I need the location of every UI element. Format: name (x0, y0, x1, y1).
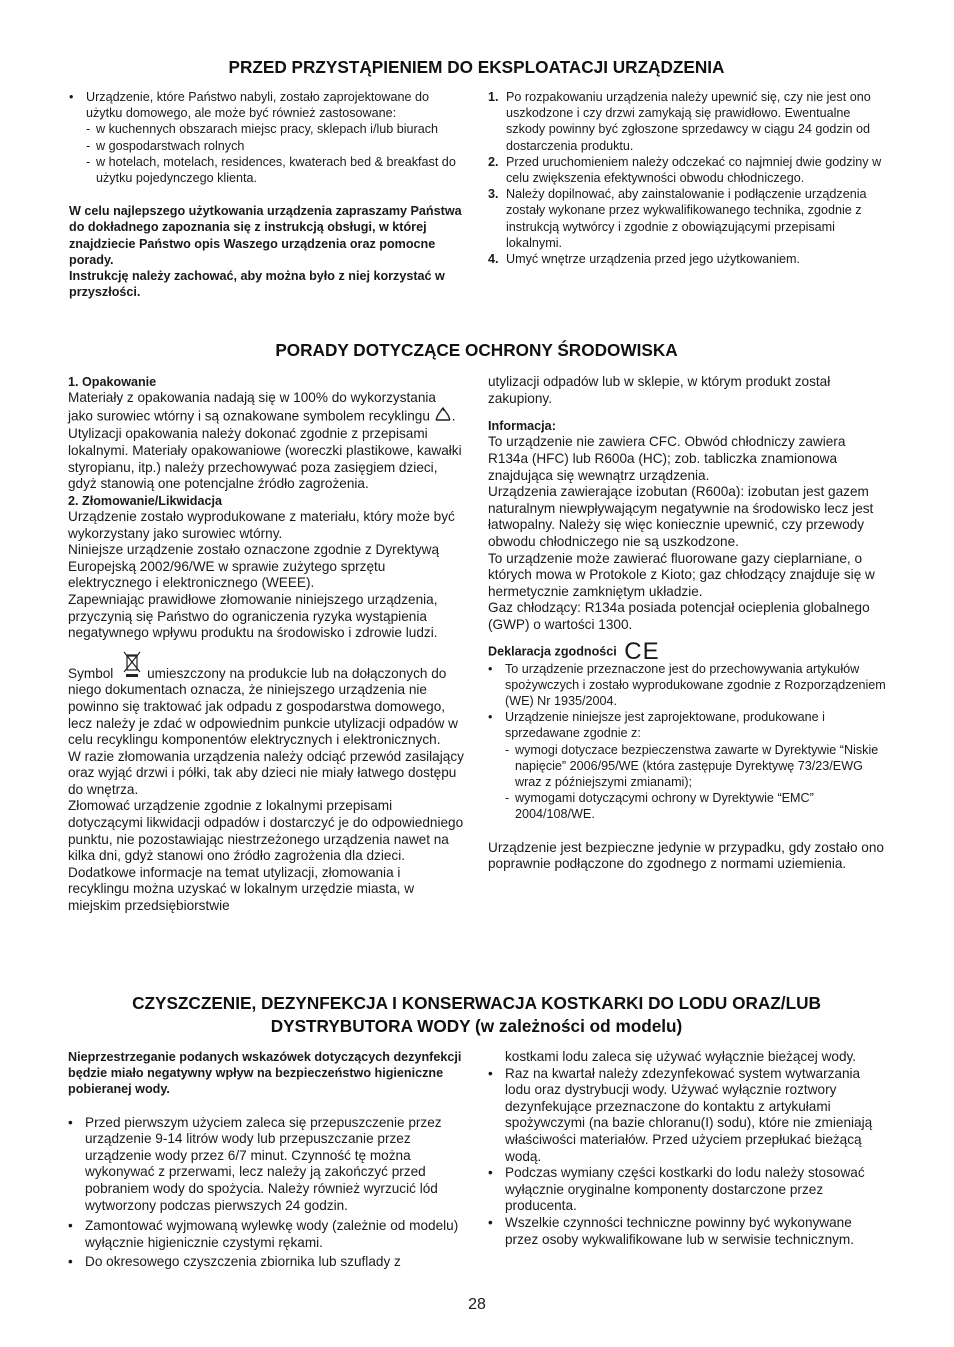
info-text: To urządzenie może zawierać fluorowane gazy cieplarniane, o których mowa w Protokole z Kioto; gaz chłodzący znajduje się w hermetycznie zamkniętym układzie. (488, 550, 875, 599)
usage-subitem: - w kuchennych obszarach miejsc pracy, sklepach i/lub biurach (69, 121, 464, 137)
symbol-text (68, 650, 464, 749)
crossed-bin-icon (123, 650, 141, 683)
usage-intro-text: Urządzenie, które Państwo nabyli, zostało zaprojektowane do użytku domowego, ale może być również zastosowane: (86, 90, 430, 121)
step-number: 1. (488, 90, 499, 104)
declaration-heading-text: Deklaracja zgodności (488, 643, 617, 658)
cleaning-item: • Zamontować wyjmowaną wylewkę wody (zależnie od modelu) wyłącznie higienicznie czystymi rękami. (68, 1218, 464, 1251)
declaration-item (488, 709, 886, 822)
packaging-heading: 1. Opakowanie (68, 375, 157, 389)
packaging-text-a: Materiały z opakowania nadają się w 100% do wykorzystania jako surowiec wtórny i są oznakowane symbolem recyklingu (68, 390, 436, 424)
info-text: Urządzenia zawierające izobutan (R600a): izobutan jest gazem naturalnym niewpływającym negatywnie na środowisko lecz jest łatwopalny. Należy się więc koniecznie upewnić, czy przewody obwodu chłodniczego nie są uszkodzone. (488, 484, 874, 549)
cleaning-item: • Do okresowego czyszczenia zbiornika lub szuflady z (68, 1254, 464, 1271)
cleaning-item: • Raz na kwartał należy zdezynfekować system wytwarzania lodu oraz dystrybucji wody. Używać wyłącznie roztwory dezynfekujące przeznaczone do kontaktu z artykułami spożywczymi (na bazie chloranu(I) sodu), które nie zmieniają właściwości materiałów. Przed użyciem przepłukać bieżącą wodą. (488, 1066, 886, 1166)
cleaning-item: • Podczas wymiany części kostkarki do lodu należy stosować wyłącznie oryginalne komponenty dostarczone przez producenta. (488, 1165, 886, 1215)
info-heading: Informacja: (488, 419, 556, 434)
declaration-item: • To urządzenie przeznaczone jest do przechowywania artykułów spożywczych i zostało wyprodukowane zgodnie z Rozporządzeniem (WE) Nr 1935/2004. (488, 661, 886, 710)
info-text: Gaz chłodzący: R134a posiada potencjał ocieplenia globalnego (GWP) o wartości 1300. (488, 600, 870, 632)
environment-left-column (68, 374, 464, 915)
declaration-heading (488, 637, 886, 665)
step-text: Po rozpakowaniu urządzenia należy upewnić się, czy nie jest ono uszkodzone i czy drzwi zamykają się prawidłowo. Ewentualne szkody powinny być zgłoszone sprzedawcy w ciągu 24 godzin od dostarczenia produktu. (506, 90, 871, 153)
symbol-label: Symbol (68, 665, 114, 681)
step-number: 2. (488, 154, 499, 169)
before-use-left-column (69, 89, 464, 300)
packaging-text-b: . Utylizacji opakowania należy dokonać zgodnie z przepisami lokalnymi. Materiały opakowaniowe (woreczki plastikowe, kawałki styropianu, itp.) należy przechowywać poza zasięgiem dzieci, gdyż stanowią one potencjalne źródło zagrożenia. (68, 408, 462, 492)
section-title-before-use: PRZED PRZYSTĄPIENIEM DO EKSPLOATACJI URZĄDZENIA (228, 57, 725, 77)
cleaning-continuation: kostkami lodu zaleca się używać wyłącznie bieżącej wody. (505, 1049, 857, 1064)
disposal-text: Urządzenie zostało wyprodukowane z materiału, który może być wykorzystany jako surowiec wtórny. (68, 508, 455, 541)
step-number: 4. (488, 252, 499, 267)
disposal-text: Niniejsze urządzenie zostało oznaczone zgodnie z Dyrektywą Europejską 2002/96/WE w sprawie zużytego sprzętu elektrycznego i elektronicznego (WEEE). (68, 542, 440, 591)
disposal-text: Złomować urządzenie zgodnie z lokalnymi przepisami dotyczącymi likwidacji odpadów i dostarczyć je do odpowiedniego punktu, nie pozostawiając niestrzeżonego urządzenia nawet na kilka dni, gdyż stanowi ono źródło zagrożenia dla dzieci. Dodatkowe informacje na temat utylizacji, złomowania i recyklingu można uzyskać w lokalnym urzędzie miasta, w miejskim przedsiębiorstwie (68, 798, 464, 914)
step-text: Należy dopilnować, aby zainstalowanie i podłączenie urządzenia zostały wykonane przez wykwalifikowanego technika, zgodnie z instrukcją wytwórcy i zgodnie z obowiązującymi przepisami lokalnymi. (506, 187, 867, 250)
icemaker-right-column (488, 1049, 886, 1248)
usage-intro-item (69, 89, 464, 186)
safety-note: Urządzenie jest bezpieczne jedynie w przypadku, gdy zostało ono poprawnie podłączone do zgodnego z normami uziemienia. (488, 839, 884, 872)
packaging-text (68, 390, 464, 493)
disposal-heading: 2. Złomowanie/Likwidacja (68, 493, 222, 508)
keep-manual-note: Instrukcję należy zachować, aby można było z niej korzystać w przyszłości. (69, 269, 445, 300)
step-text: Umyć wnętrze urządzenia przed jego użytkowaniem. (506, 252, 800, 267)
hygiene-warning: Nieprzestrzeganie podanych wskazówek dotyczących dezynfekcji będzie miało negatywny wpływ na bezpieczeństwo higieniczne pobieranej wody. (68, 1050, 462, 1097)
section-title-icemaker-line1: CZYSZCZENIE, DEZYNFEKCJA I KONSERWACJA KOSTKARKI DO LODU ORAZ/LUB (132, 993, 821, 1013)
section-title-icemaker-line2: DYSTRYBUTORA WODY (w zależności od modelu) (270, 1016, 683, 1036)
step-item (488, 154, 886, 186)
usage-subitem: - w hotelach, motelach, residences, kwaterach bed & breakfast do użytku pojedynczego klienta. (69, 154, 464, 186)
section-title-environment: PORADY DOTYCZĄCE OCHRONY ŚRODOWISKA (275, 340, 678, 360)
disposal-text: W razie złomowania urządzenia należy odciąć przewód zasilający oraz wyjąć drzwi i półki, tak aby dzieci nie miały łatwego dostępu do wnętrza. (68, 748, 464, 797)
step-text: Przed uruchomieniem należy odczekać co najmniej dwie godziny w celu zwiększenia efektywności obwodu chłodniczego. (506, 154, 882, 186)
step-item (488, 251, 886, 267)
directive-item: - wymogami dotyczącymi ochrony w Dyrektywie “EMC” 2004/108/WE. (488, 790, 886, 822)
page-number: 28 (468, 1296, 486, 1313)
icemaker-left-column (68, 1049, 464, 1271)
disposal-continuation: utylizacji odpadów lub w sklepie, w którym produkt został zakupiony. (488, 374, 831, 406)
step-item (488, 89, 886, 154)
directive-item: - wymogi dotyczace bezpieczenstwa zawarte w Dyrektywie “Niskie napięcie” 2006/95/WE (która zastępuje Dyrektywę 73/23/EWG wraz z późniejszymi zmianami); (488, 742, 886, 791)
cleaning-item: • Wszelkie czynności techniczne powinny być wykonywane przez osoby wykwalifikowane lub w serwisie technicznym. (488, 1215, 886, 1248)
info-text: To urządzenie nie zawiera CFC. Obwód chłodniczy zawiera R134a (HFC) lub R600a (HC); zob. tabliczka znamionowa znajdująca się wewnątrz urządzenia. (488, 434, 846, 483)
usage-subitem: - w gospodarstwach rolnych (69, 138, 464, 154)
before-use-steps (488, 89, 886, 267)
declaration-item-text: Urządzenie niniejsze jest zaprojektowane, produkowane i sprzedawane zgodnie z: (505, 710, 825, 741)
read-manual-note: W celu najlepszego użytkowania urządzenia zapraszamy Państwa do dokładnego zapoznania się z instrukcją obsługi, w której znajdziecie Państwo opis Waszego urządzenia oraz pomocne porady. (69, 204, 462, 267)
step-item (488, 186, 886, 251)
recycle-icon (434, 407, 452, 427)
environment-right-column (488, 374, 886, 873)
cleaning-item: • Przed pierwszym użyciem zaleca się przepuszczenie przez urządzenie 9-14 litrów wody lub przepuszczanie przez urządzenie wody przez 6/7 minut. Czynność tę można wykonywać z przerwami, lecz należy ją zakończyć przed pobraniem wody do spożycia. Należy również wyrzucić lód wytworzony podczas pierwszych 24 godzin. (68, 1115, 464, 1215)
step-number: 3. (488, 187, 499, 202)
ce-mark-icon: CE (624, 637, 660, 665)
symbol-text-b: umieszczony na produkcie lub na dołączonych do niego dokumentach oznacza, że niniejszego urządzenia nie powinno się traktować jak odpadu z gospodarstwa domowego, lecz należy je zdać w odpowiednim punkcie utylizacji odpadów w celu recyklingu komponentów elektrycznych i elektronicznych. (68, 665, 458, 748)
disposal-text: Zapewniając prawidłowe złomowanie niniejszego urządzenia, przyczynią się Państwo do ograniczenia ryzyka wystąpienia negatywnego wpływu produktu na środowisko i zdrowie ludzi. (68, 591, 438, 641)
